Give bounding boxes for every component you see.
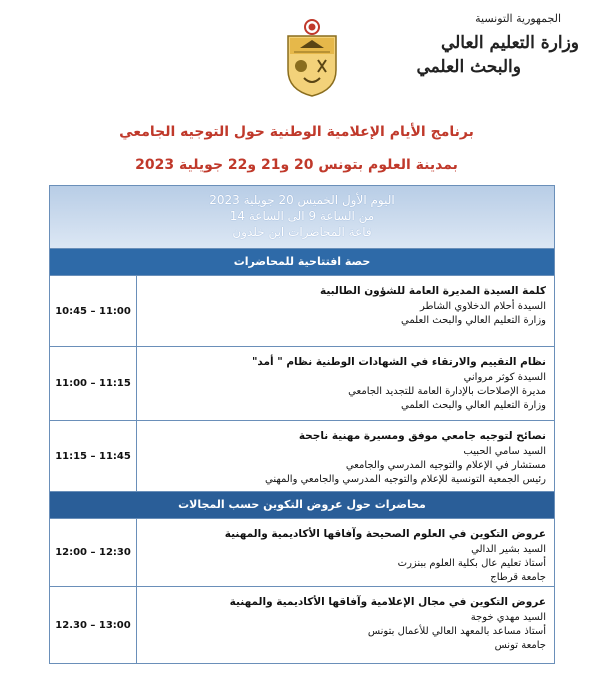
session-title: عروض التكوين في مجال الإعلامية وآفاقها الأكاديمية والمهنية [229, 596, 546, 608]
speaker-name: السيدة أحلام الدخلاوي الشاطر [419, 301, 546, 312]
ministry-logo-text [409, 12, 579, 77]
session-time: 12:00 – 12:30 [50, 519, 137, 586]
republic-label: الجمهورية التونسية [475, 12, 561, 25]
session-title: نصائح لتوجيه جامعي موفق ومسيرة مهنية ناجحة [298, 430, 546, 442]
day-venue: قاعة المحاضرات ابن خلدون [232, 225, 372, 239]
letterhead [0, 0, 593, 120]
speaker-role: أستاذ مساعد بالمعهد العالي للأعمال بتونس [367, 626, 546, 637]
speaker-affiliation: وزارة التعليم العالي والبحث العلمي [401, 400, 546, 411]
program-table [49, 185, 555, 664]
session-time: 10:45 – 11:00 [50, 276, 137, 346]
document-subtitle: بمدينة العلوم بتونس 20 و21 و22 جويلية 2023 [135, 157, 458, 173]
session-title: عروض التكوين في العلوم الصحيحة وآفاقها الأكاديمية والمهنية [224, 528, 546, 540]
ministry-name-line2: والبحث العلمي [416, 57, 521, 77]
speaker-role: مستشار في الإعلام والتوجيه المدرسي والجامعي [345, 460, 546, 471]
speaker-role: مديرة الإصلاحات بالإدارة العامة للتجديد الجامعي [348, 386, 546, 397]
session-details [137, 587, 554, 663]
table-row [50, 276, 554, 347]
speaker-name: السيدة كوثر مرواني [463, 372, 546, 383]
day-date: اليوم الأول الخميس 20 جويلية 2023 [209, 193, 395, 207]
table-row [50, 421, 554, 492]
tunisia-coat-of-arms-icon [284, 18, 340, 98]
table-row [50, 347, 554, 421]
speaker-affiliation: وزارة التعليم العالي والبحث العلمي [401, 315, 546, 326]
speaker-name: السيد مهدي خوجة [470, 612, 546, 623]
section-header: محاضرات حول عروض التكوين حسب المجالات [50, 492, 554, 519]
speaker-affiliation: جامعة قرطاج [490, 572, 546, 583]
speaker-name: السيد سامي الحبيب [463, 446, 546, 457]
speaker-affiliation: جامعة تونس [494, 640, 546, 651]
table-row [50, 587, 554, 663]
day-hours: من الساعة 9 الى الساعة 14 [229, 209, 375, 223]
table-row [50, 519, 554, 587]
ministry-name-line1: وزارة التعليم العالي [440, 33, 579, 53]
session-time: 12.30 – 13:00 [50, 587, 137, 663]
document-title: برنامج الأيام الإعلامية الوطنية حول التوجيه الجامعي [119, 124, 474, 140]
session-details [137, 519, 554, 586]
session-time: 11:15 – 11:45 [50, 421, 137, 491]
session-details [137, 421, 554, 491]
session-details [137, 276, 554, 346]
section-header: حصة افتتاحية للمحاضرات [50, 249, 554, 276]
session-title: نظام التقييم والارتقاء في الشهادات الوطنية نظام " أمد" [251, 356, 546, 368]
speaker-name: السيد بشير الدالي [471, 544, 546, 555]
day-header [50, 186, 554, 249]
session-time: 11:00 – 11:15 [50, 347, 137, 420]
session-title: كلمة السيدة المديرة العامة للشؤون الطالبية [319, 285, 546, 297]
session-details [137, 347, 554, 420]
speaker-role: أستاذ تعليم عال بكلية العلوم ببنزرت [397, 558, 546, 569]
speaker-affiliation: رئيس الجمعية التونسية للإعلام والتوجيه المدرسي والجامعي والمهني [265, 474, 546, 485]
